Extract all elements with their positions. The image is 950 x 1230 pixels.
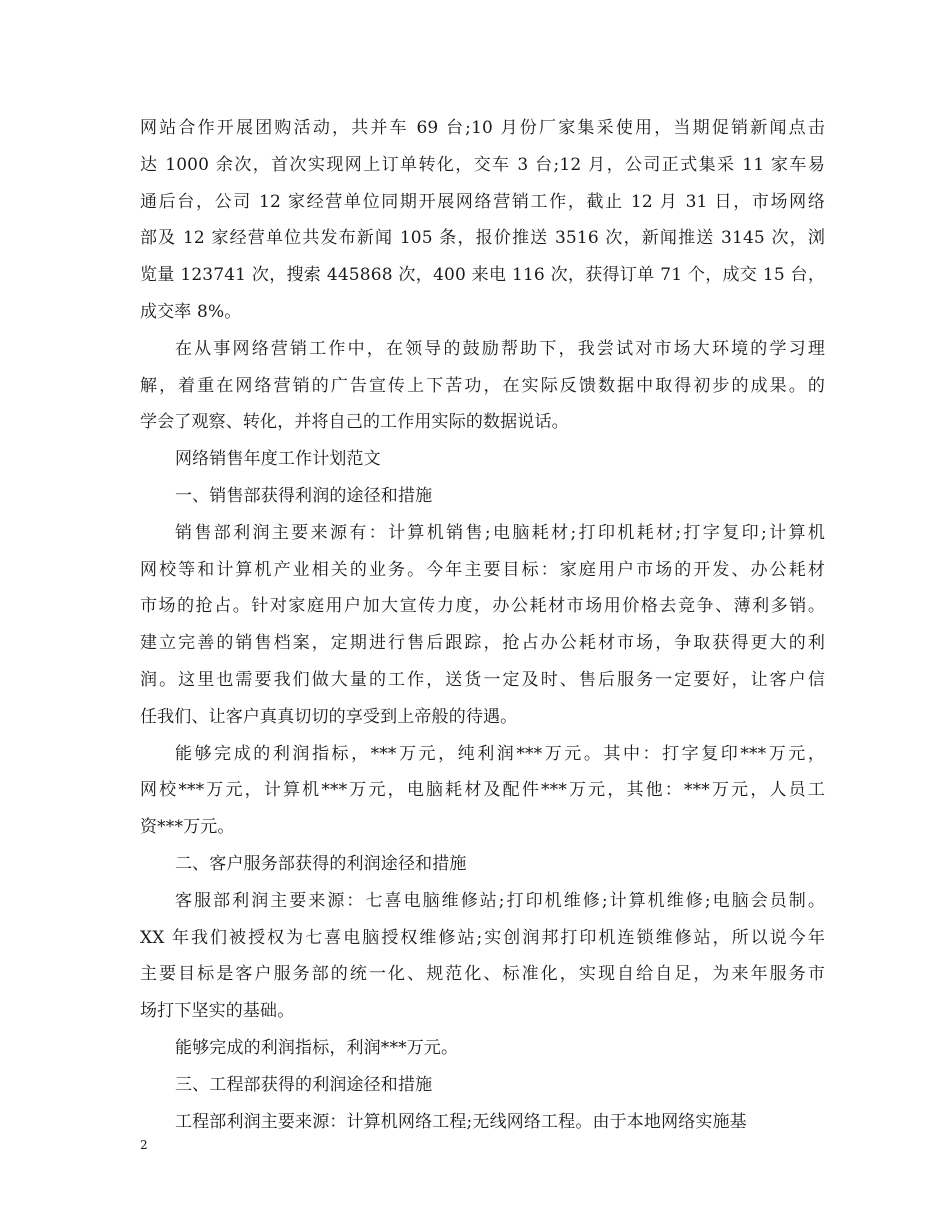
text-line: 市场的抢占。针对家庭用户加大宣传力度，办公耗材市场用价格去竞争、薄利多销。 xyxy=(140,596,825,617)
paragraph-start-line: 能够完成的利润指标，利润***万元。 xyxy=(175,1037,459,1058)
text-line: 润。这里也需要我们做大量的工作，送货一定及时、售后服务一定要好，让客户信 xyxy=(140,669,825,690)
text-line: 场打下坚实的基础。 xyxy=(140,1001,295,1022)
text-line: 主要目标是客户服务部的统一化、规范化、标准化，实现自给自足，为来年服务市 xyxy=(140,964,825,985)
text-line: 网校***万元，计算机***万元，电脑耗材及配件***万元，其他：***万元，人员工 xyxy=(140,780,825,801)
paragraph-start-line: 客服部利润主要来源：七喜电脑维修站;打印机维修;计算机维修;电脑会员制。 xyxy=(175,890,825,911)
paragraph-start-line: 工程部利润主要来源：计算机网络工程;无线网络工程。由于本地网络实施基 xyxy=(175,1111,747,1132)
paragraph-start-line: 销售部利润主要来源有：计算机销售;电脑耗材;打印机耗材;打字复印;计算机 xyxy=(175,522,825,543)
section-title: 网络销售年度工作计划范文 xyxy=(175,449,381,470)
text-line: 达 1000 余次，首次实现网上订单转化，交车 3 台;12 月，公司正式集采 11 家车易 xyxy=(140,154,825,175)
text-line: 网校等和计算机产业相关的业务。今年主要目标：家庭用户市场的开发、办公耗材 xyxy=(140,559,825,580)
section-heading: 二、客户服务部获得的利润途径和措施 xyxy=(175,853,467,874)
text-line: 成交率 8%。 xyxy=(140,301,242,322)
page-number: 2 xyxy=(140,1138,148,1152)
text-line: 建立完善的销售档案，定期进行售后跟踪，抢占办公耗材市场，争取获得更大的利 xyxy=(140,633,825,654)
section-heading: 一、销售部获得利润的途径和措施 xyxy=(175,485,433,506)
text-line: 任我们、让客户真真切切的享受到上帝般的待遇。 xyxy=(140,706,518,727)
paragraph-start-line: 能够完成的利润指标，***万元，纯利润***万元。其中：打字复印***万元， xyxy=(175,743,825,764)
paragraph-start-line: 在从事网络营销工作中，在领导的鼓励帮助下，我尝试对市场大环境的学习理 xyxy=(175,338,825,359)
text-line: 学会了观察、转化，并将自己的工作用实际的数据说话。 xyxy=(140,412,569,433)
document-body xyxy=(140,110,825,1140)
text-line: 资***万元。 xyxy=(140,817,235,838)
text-line: XX 年我们被授权为七喜电脑授权维修站;实创润邦打印机连锁维修站，所以说今年 xyxy=(140,927,825,948)
text-line: 网站合作开展团购活动，共并车 69 台;10 月份厂家集采使用，当期促销新闻点击 xyxy=(140,118,825,138)
text-line: 解，着重在网络营销的广告宣传上下苦功，在实际反馈数据中取得初步的成果。的 xyxy=(140,375,825,396)
text-line: 通后台，公司 12 家经营单位同期开展网络营销工作，截止 12 月 31 日，市场网络 xyxy=(140,191,825,212)
text-line: 览量 123741 次，搜索 445868 次，400 来电 116 次，获得订单 71 个，成交 15 台， xyxy=(140,265,825,286)
section-heading: 三、工程部获得的利润途径和措施 xyxy=(175,1074,433,1095)
text-line: 部及 12 家经营单位共发布新闻 105 条，报价推送 3516 次，新闻推送 3145 次，浏 xyxy=(140,228,825,249)
